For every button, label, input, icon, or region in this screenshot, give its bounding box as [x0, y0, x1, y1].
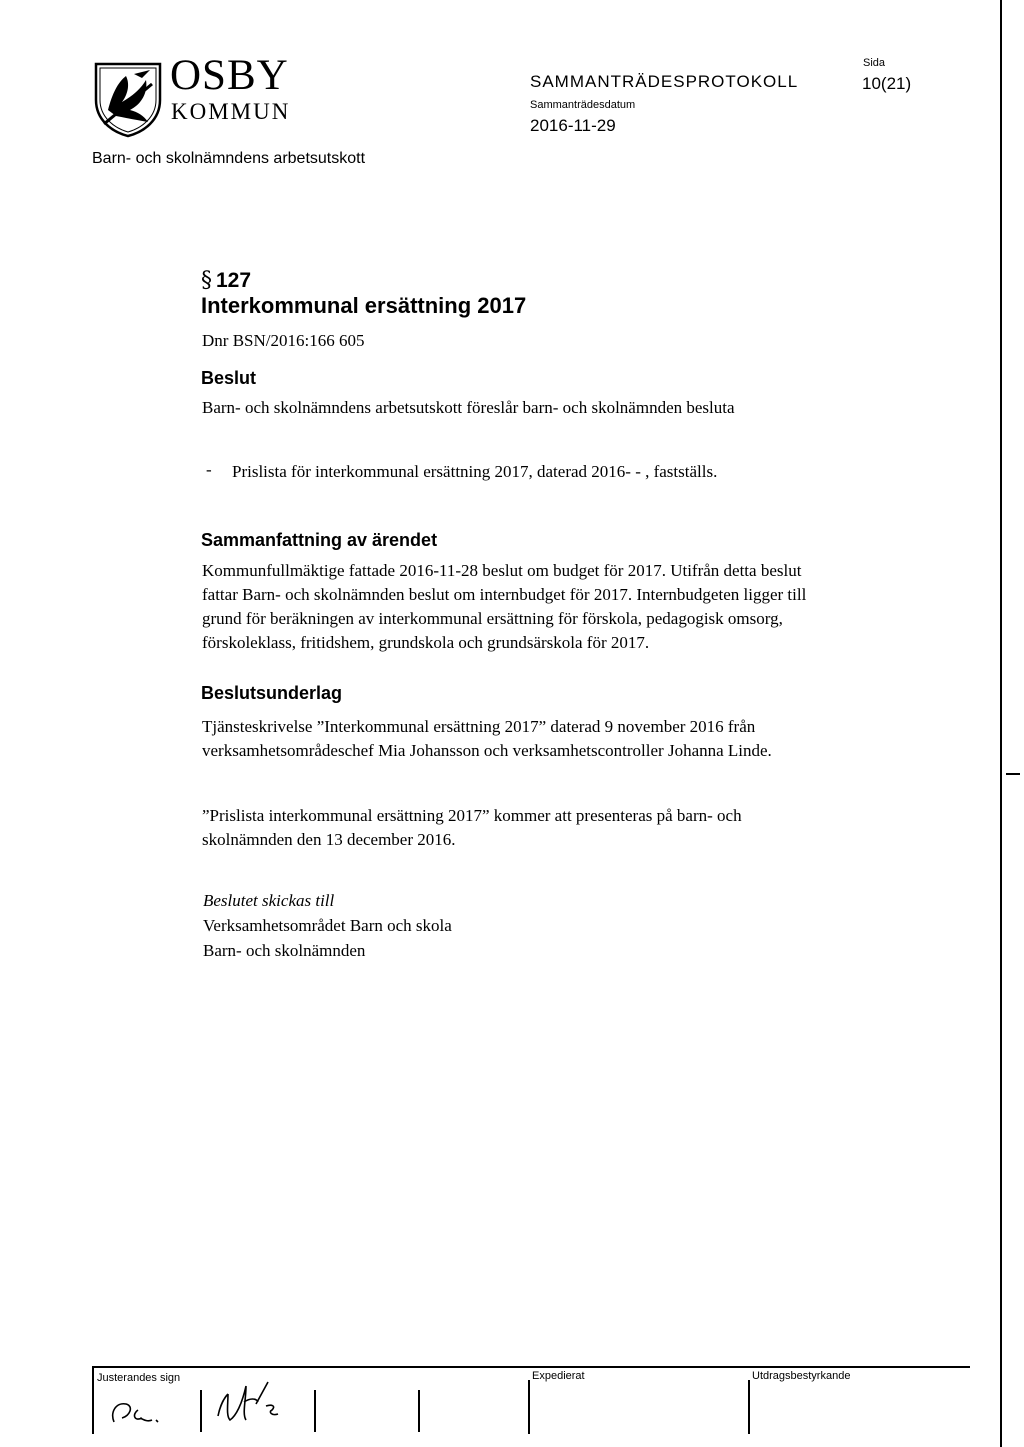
committee-name: Barn- och skolnämndens arbetsutskott — [92, 150, 366, 167]
meeting-date-label: Sammanträdesdatum — [530, 99, 636, 111]
footer-divider — [314, 1390, 316, 1432]
footer-divider — [748, 1380, 750, 1434]
page-label: Sida — [863, 57, 886, 69]
summary-text: Kommunfullmäktige fattade 2016-11-28 beslut om budget för 2017. Utifrån detta beslut fattar Barn- och skolnämnden beslut om internbudget för 2017. Internbudgeten ligger till grund för beräkningen av interkommunal ersättning för förskola, pedagogisk omsorg, förskoleklass, fritidshem, grundskola och grundsärskola för 2017. — [202, 561, 807, 652]
meeting-date: 2016-11-29 — [530, 116, 616, 135]
margin-tick — [1006, 773, 1020, 775]
org-name: OSBY — [170, 52, 289, 99]
org-subtitle: KOMMUN — [171, 99, 291, 124]
distribution-recipient: Verksamhetsområdet Barn och skola — [203, 916, 452, 935]
initials-signature-1 — [104, 1388, 174, 1434]
decision-intro: Barn- och skolnämndens arbetsutskott föreslår barn- och skolnämnden besluta — [202, 398, 735, 417]
distribution-heading: Beslutet skickas till — [203, 891, 335, 910]
margin-rule — [1000, 0, 1002, 1447]
section-number — [201, 268, 251, 293]
list-bullet: - — [206, 460, 212, 479]
footer-rule — [92, 1366, 970, 1368]
section-title: Interkommunal ersättning 2017 — [201, 293, 527, 318]
section-number-value: 127 — [216, 269, 252, 292]
summary-heading: Sammanfattning av ärendet — [201, 530, 438, 550]
page-number: 10(21) — [862, 74, 912, 93]
decision-item: Prislista för interkommunal ersättning 2017, daterad 2016- - , fastställs. — [232, 462, 718, 481]
footer-divider — [418, 1390, 420, 1432]
reference-number: Dnr BSN/2016:166 605 — [202, 331, 365, 350]
footer-divider — [92, 1366, 94, 1434]
decision-heading: Beslut — [201, 368, 257, 388]
section-sign-icon: § — [201, 268, 212, 293]
basis-paragraph: ”Prislista interkommunal ersättning 2017” kommer att presenteras på barn- och skolnämnden den 13 december 2016. — [202, 806, 742, 849]
document-type: SAMMANTRÄDESPROTOKOLL — [530, 72, 799, 91]
initials-signature-2 — [212, 1376, 302, 1434]
distribution-recipient: Barn- och skolnämnden — [203, 941, 366, 960]
initials-label: Justerandes sign — [97, 1372, 181, 1384]
certified-label: Utdragsbestyrkande — [752, 1370, 851, 1382]
municipal-crest-logo — [90, 60, 166, 138]
basis-paragraph: Tjänsteskrivelse ”Interkommunal ersättning 2017” daterad 9 november 2016 från verksamhetsområdeschef Mia Johansson och verksamhetscontroller Johanna Linde. — [202, 717, 772, 760]
footer-divider — [528, 1380, 530, 1434]
footer-divider — [200, 1390, 202, 1432]
dispatched-label: Expedierat — [532, 1370, 585, 1382]
basis-heading: Beslutsunderlag — [201, 683, 343, 703]
